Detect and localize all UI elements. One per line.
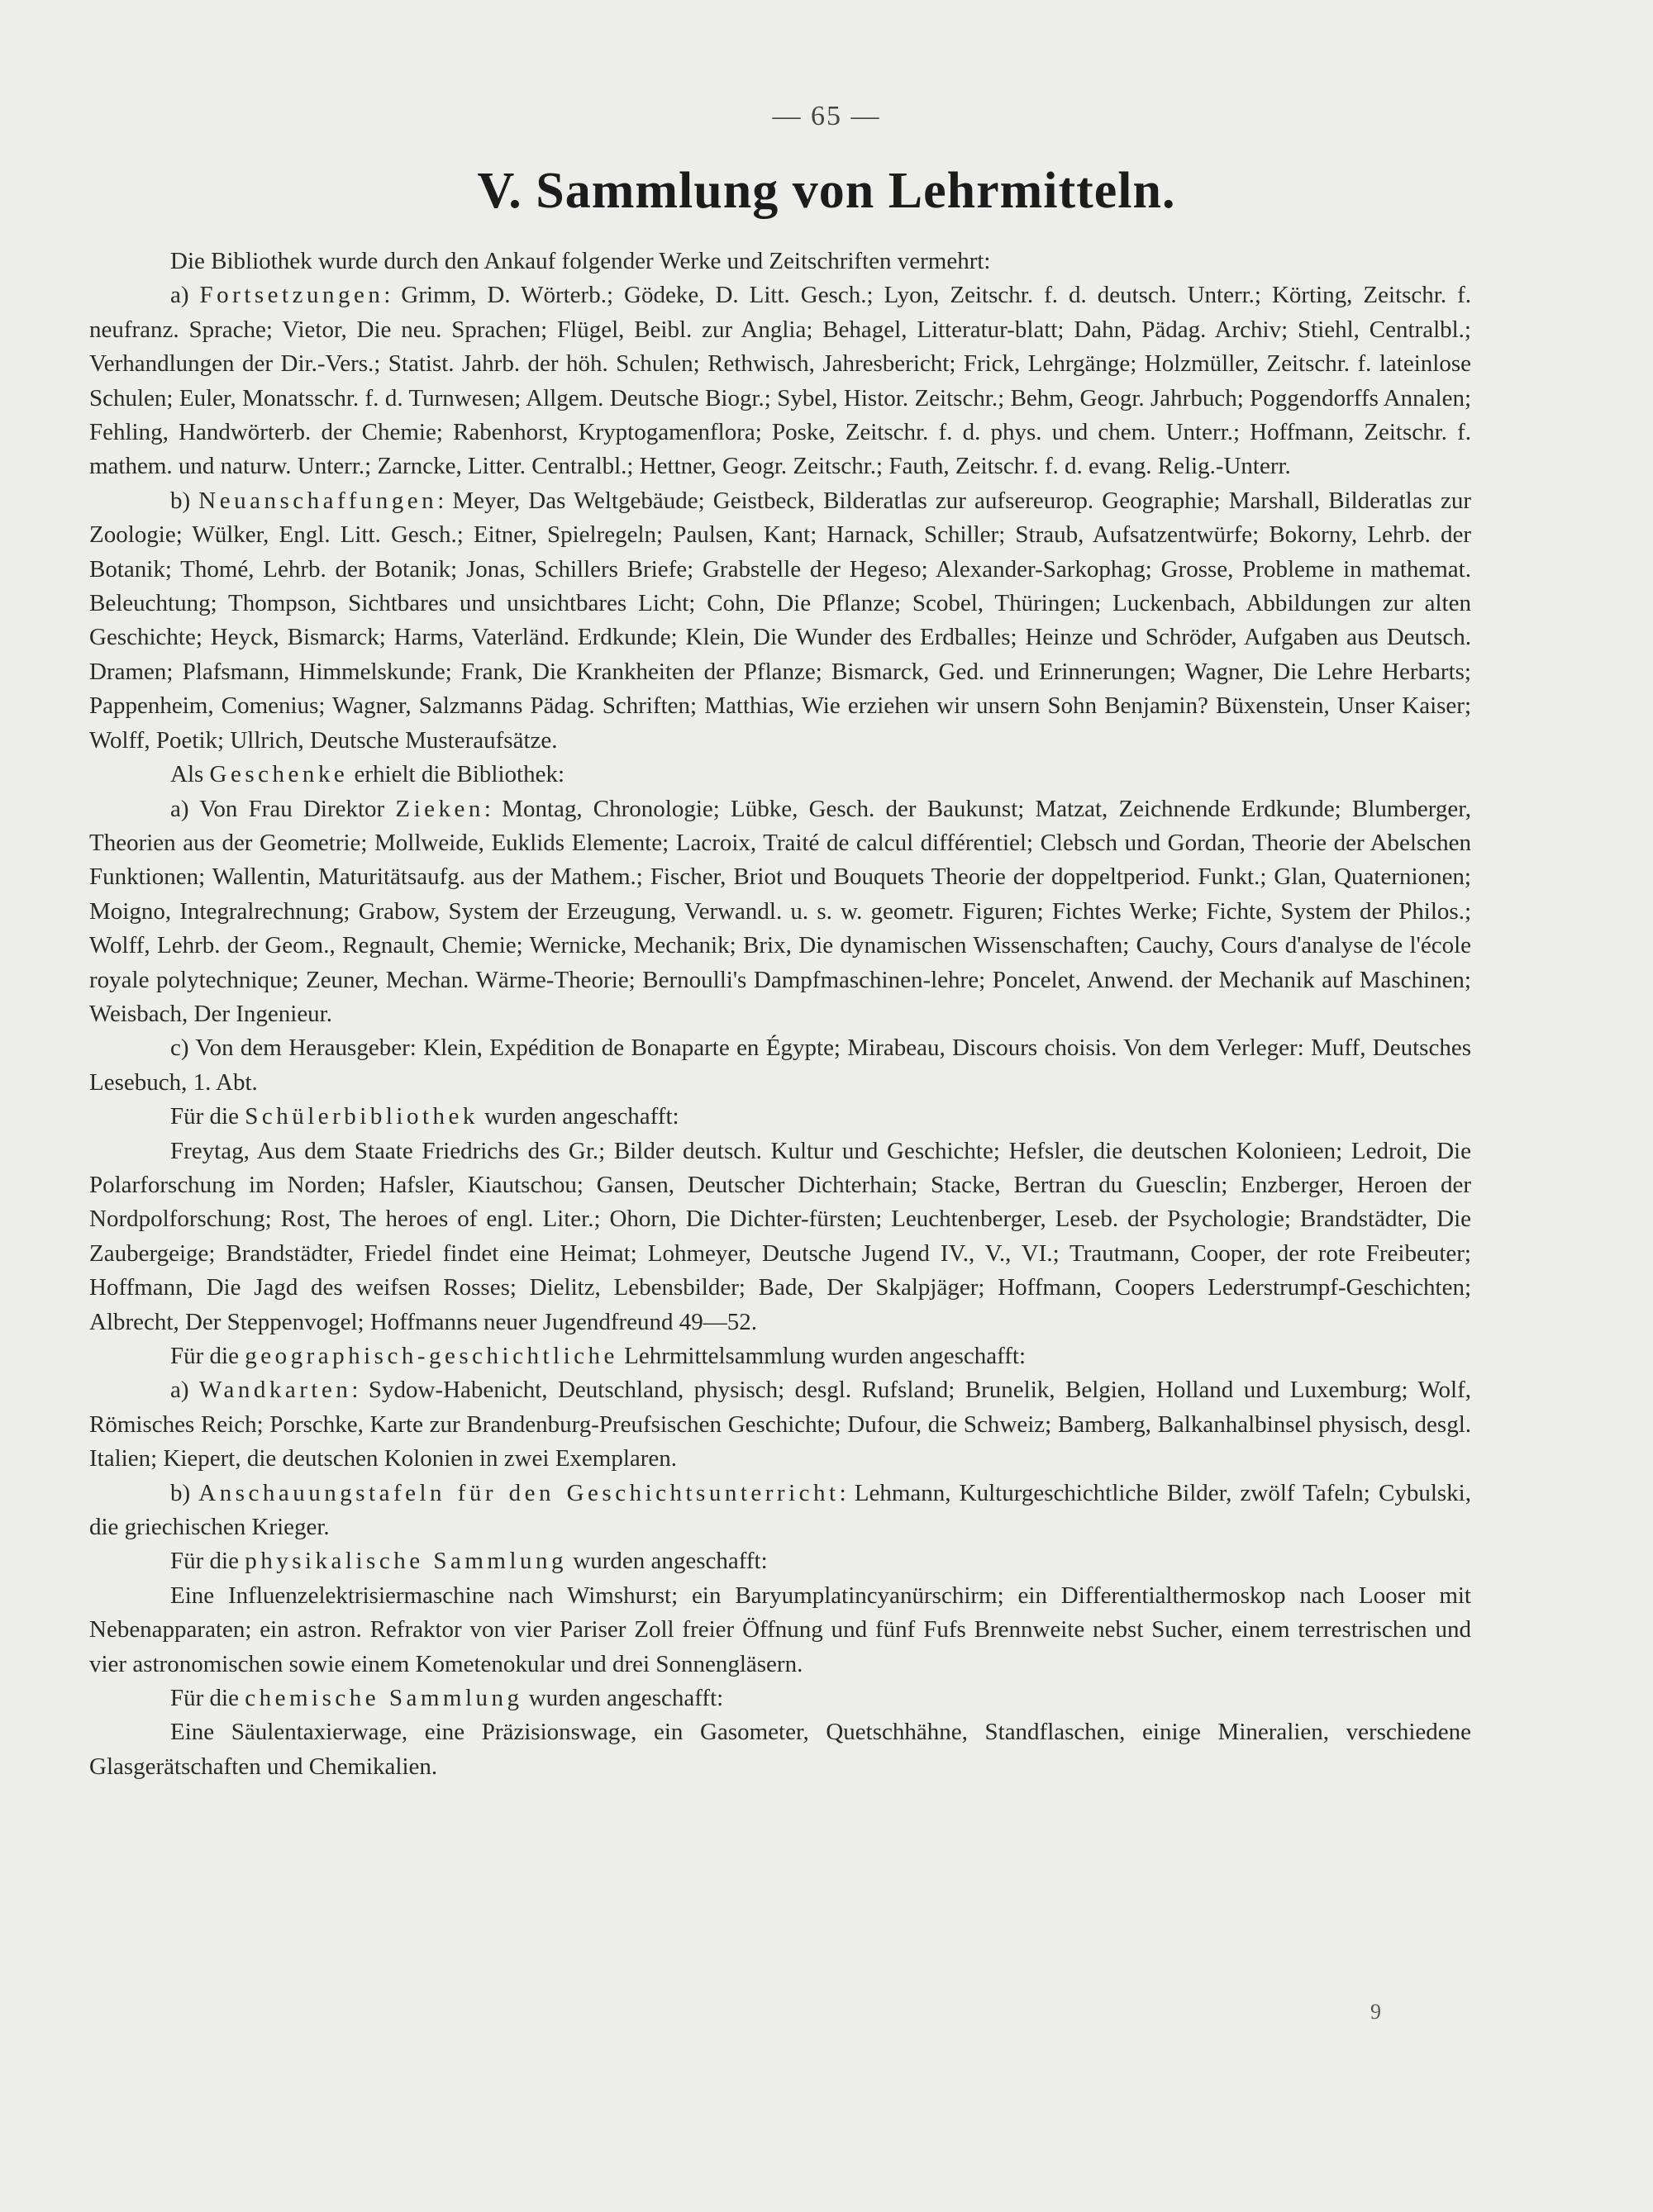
signature-mark: 9 [1370,2000,1381,2024]
paragraph: c) Von dem Herausgeber: Klein, Expédition de Bonaparte en Égypte; Mirabeau, Discours choisis. Von dem Verleger: Muff, Deutsches Lesebuch, 1. Abt. [89,1035,1471,1096]
paragraph: Für die Schülerbibliothek wurden angeschafft: [170,1103,679,1130]
body-text [89,245,1471,1784]
paragraph: b) Anschauungstafeln für den Geschichtsunterricht: Lehmann, Kulturgeschichtliche Bilder, zwölf Tafeln; Cybulski, die griechischen Krieger. [89,1479,1471,1541]
paragraph: a) Wandkarten: Sydow-Habenicht, Deutschland, physisch; desgl. Rufsland; Brunelik, Belgien, Holland und Luxemburg; Wolf, Römisches Reich; Porschke, Karte zur Brandenburg-Preufsischen Geschichte; Dufour, die Schweiz; Bamberg, Balkanhalbinsel physisch, desgl. Italien; Kiepert, die deutschen Kolonien in zwei Exemplaren. [89,1377,1471,1472]
paragraph: a) Fortsetzungen: Grimm, D. Wörterb.; Gödeke, D. Litt. Gesch.; Lyon, Zeitschr. f. d. deutsch. Unterr.; Körting, Zeitschr. f. neufranz. Sprache; Vietor, Die neu. Sprachen; Flügel, Beibl. zur Anglia; Behagel, Litteratur-blatt; Dahn, Pädag. Archiv; Stiehl, Centralbl.; Verhandlungen der Dir.-Vers.; Statist. Jahrb. der höh. Schulen; Rethwisch, Jahresbericht; Frick, Lehrgänge; Holzmüller, Zeitschr. f. lateinlose Schulen; Euler, Monatsschr. f. d. Turnwesen; Allgem. Deutsche Biogr.; Sybel, Histor. Zeitschr.; Behm, Geogr. Jahrbuch; Poggendorffs Annalen; Fehling, Handwörterb. der Chemie; Rabenhorst, Kryptogamenflora; Poske, Zeitschr. f. d. phys. und chem. Unterr.; Hoffmann, Zeitschr. f. mathem. und naturw. Unterr.; Zarncke, Litter. Centralbl.; Hettner, Geogr. Zeitschr.; Fauth, Zeitschr. f. d. evang. Relig.-Unterr. [89,282,1471,480]
paragraph: Eine Säulentaxierwage, eine Präzisionswage, ein Gasometer, Quetschhähne, Standflaschen, einige Mineralien, verschiedene Glasgerätschaften und Chemikalien. [89,1719,1471,1780]
page-title: V. Sammlung von Lehrmitteln. [477,163,1176,219]
paragraph: Freytag, Aus dem Staate Friedrichs des Gr.; Bilder deutsch. Kultur und Geschichte; Hefsler, die deutschen Kolonieen; Ledroit, Die Polarforschung im Norden; Hafsler, Kiautschou; Gansen, Deutscher Dichterhain; Stacke, Bertran du Guesclin; Enzberger, Heroen der Nordpolforschung; Rost, The heroes of engl. Liter.; Ohorn, Die Dichter-fürsten; Leuchtenberger, Leseb. der Psychologie; Brandstädter, Die Zaubergeige; Brandstädter, Friedel findet eine Heimat; Lohmeyer, Deutsche Jugend IV., V., VI.; Trautmann, Cooper, der rote Freibeuter; Hoffmann, Die Jagd des weifsen Rosses; Dielitz, Lebensbilder; Bade, Der Skalpjäger; Hoffmann, Coopers Lederstrumpf-Geschichten; Albrecht, Der Steppenvogel; Hoffmanns neuer Jugendfreund 49—52. [89,1137,1471,1335]
paragraph: a) Von Frau Direktor Zieken: Montag, Chronologie; Lübke, Gesch. der Baukunst; Matzat, Zeichnende Erdkunde; Blumberger, Theorien aus der Geometrie; Mollweide, Euklids Elemente; Lacroix, Traité de calcul différentiel; Clebsch und Gordan, Theorie der Abelschen Funktionen; Wallentin, Maturitätsaufg. aus der Mathem.; Fischer, Briot und Bouquets Theorie der doppeltperiod. Funkt.; Glan, Quaternionen; Moigno, Integralrechnung; Grabow, System der Erzeugung, Verwandl. u. s. w. geometr. Figuren; Fichtes Werke; Fichte, System der Philos.; Wolff, Lehrb. der Geom., Regnault, Chemie; Wernicke, Mechanik; Brix, Die dynamischen Wissenschaften; Cauchy, Cours d'analyse de l'école royale polytechnique; Zeuner, Mechan. Wärme-Theorie; Bernoulli's Dampfmaschinen-lehre; Poncelet, Anwend. der Mechanik auf Maschinen; Weisbach, Der Ingenieur. [89,795,1471,1027]
paragraph: Für die chemische Sammlung wurden angeschafft: [170,1685,724,1712]
paragraph: b) Neuanschaffungen: Meyer, Das Weltgebäude; Geistbeck, Bilderatlas zur aufsereurop. Geographie; Marshall, Bilderatlas zur Zoologie; Wülker, Engl. Litt. Gesch.; Eitner, Spielregeln; Paulsen, Kant; Harnack, Schiller; Straub, Aufsatzentwürfe; Bokorny, Lehrb. der Botanik; Thomé, Lehrb. der Botanik; Jonas, Schillers Briefe; Grabstelle der Hegeso; Alexander-Sarkophag; Grosse, Probleme in mathemat. Beleuchtung; Thompson, Sichtbares und unsichtbares Licht; Cohn, Die Pflanze; Scobel, Thüringen; Luckenbach, Abbildungen zur alten Geschichte; Heyck, Bismarck; Harms, Vaterländ. Erdkunde; Klein, Die Wunder des Erdballes; Heinze und Schröder, Aufgaben aus Deutsch. Dramen; Plafsmann, Himmelskunde; Frank, Die Krankheiten der Pflanze; Bismarck, Ged. und Erinnerungen; Wagner, Die Lehre Herbarts; Pappenheim, Comenius; Wagner, Salzmanns Pädag. Schriften; Matthias, Wie erziehen wir unsern Sohn Benjamin? Büxenstein, Unser Kaiser; Wolff, Poetik; Ullrich, Deutsche Musteraufsätze. [89,487,1471,754]
page-number: — 65 — [772,101,881,131]
paragraph: Die Bibliothek wurde durch den Ankauf folgender Werke und Zeitschriften vermehrt: [170,248,991,274]
paragraph: Eine Influenzelektrisiermaschine nach Wimshurst; ein Baryumplatincyanürschirm; ein Differentialthermoskop nach Looser mit Nebenapparaten; ein astron. Refraktor von vier Pariser Zoll freier Öffnung und fünf Fufs Brennweite nebst Sucher, einem terrestrischen und vier astronomischen sowie einem Kometenokular und drei Sonnengläsern. [89,1582,1471,1677]
paragraph: Für die physikalische Sammlung wurden angeschafft: [170,1548,768,1575]
paragraph: Für die geographisch-geschichtliche Lehrmittelsammlung wurden angeschafft: [170,1343,1027,1369]
paragraph: Als Geschenke erhielt die Bibliothek: [170,761,565,788]
